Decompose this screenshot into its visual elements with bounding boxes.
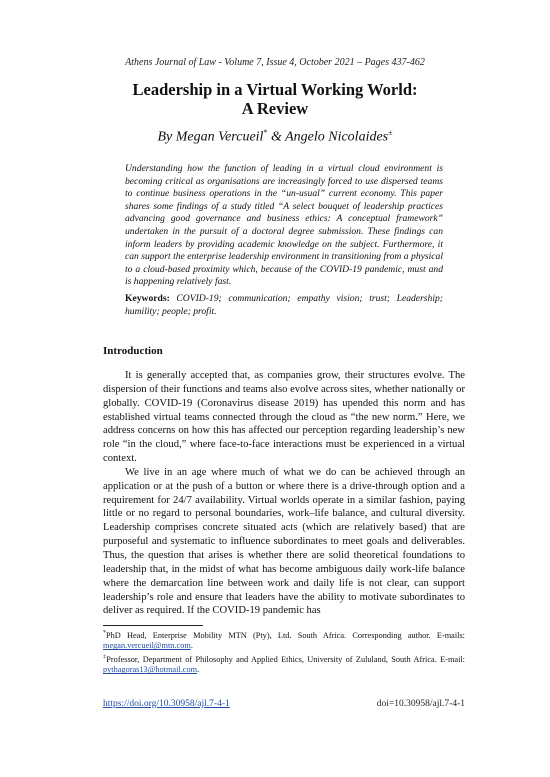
- author-1-footnote-mark: *: [263, 128, 268, 137]
- footnotes: [103, 628, 465, 676]
- email-link-author-1[interactable]: megan.vercueil@mtn.com: [103, 641, 191, 651]
- title-line-2: A Review: [241, 99, 309, 118]
- author-1: By Megan Vercueil: [157, 129, 264, 145]
- article-body: [103, 369, 465, 618]
- title-line-1: Leadership in a Virtual Working World:: [132, 80, 418, 99]
- keywords-list: COVID-19; communication; empathy vision; trust; Leadership; humility; people; profit.: [125, 293, 443, 317]
- footnote-2-end: .: [197, 665, 200, 675]
- footnote-1: [103, 628, 465, 652]
- section-heading-introduction: Introduction: [103, 345, 163, 357]
- running-head: Athens Journal of Law - Volume 7, Issue 4, October 2021 – Pages 437-462: [125, 57, 425, 68]
- keywords-label: Keywords:: [125, 293, 170, 304]
- footnote-divider: [103, 625, 203, 626]
- footnote-1-mark: *: [103, 630, 106, 636]
- keywords: [125, 293, 443, 318]
- abstract: Understanding how the function of leading in a virtual cloud environment is becoming critical as organisations are increasingly forced to use dispersed teams to continue business operations in the “un-usual” current economy. This paper shares some findings of a study titled “A select bouquet of leadership practices advancing good governance and business ethics: A conceptual framework” undertaken in the pursuit of a doctoral degree submission. These findings can inform leaders by providing academic knowledge on the subject. Furthermore, it can support the enterprise leadership environment in transitioning from a physical to a cloud-based proximity which, because of the COVID-19 pandemic, must and is happening relatively fast.: [125, 163, 443, 288]
- footnote-2: [103, 652, 465, 676]
- author-2-footnote-mark: ±: [388, 128, 393, 137]
- footnote-1-end: .: [190, 641, 193, 651]
- doi-link[interactable]: https://doi.org/10.30958/ajl.7-4-1: [103, 699, 230, 709]
- article-title: [0, 80, 550, 118]
- footnote-1-text: PhD Head, Enterprise Mobility MTN (Pty), Ltd. South Africa. Corresponding author. E-mails:: [106, 630, 465, 640]
- doi-text: doi=10.30958/ajl.7-4-1: [376, 699, 465, 709]
- author-2: & Angelo Nicolaides: [267, 129, 389, 145]
- footnote-2-mark: ±: [103, 653, 107, 660]
- body-paragraph: We live in an age where much of what we do can be achieved through an application or at the push of a button or where there is a drive-through option and a requirement for 24/7 availability. Virtual worlds operate in a similar fashion, paying little or no regard to personal boundaries, work–life balance, and cultural diversity. Leadership comprises concrete situated acts (which are relatively based) that are purposeful and systematic to influence subordinates to meet goals and deliverables. Thus, the question that arises is whether there are solid theoretical foundations to leadership that, in the midst of what has become ambiguous daily work-life balance where the demarcation line between work and daily life is not clear, can support leadership’s role and ensure that leaders have the ability to motivate subordinates to deliver as required. If the COVID-19 pandemic has: [103, 466, 465, 617]
- footnote-2-text: Professor, Department of Philosophy and Applied Ethics, University of Zululand, South Africa. E-mail:: [106, 654, 465, 664]
- body-paragraph: It is generally accepted that, as companies grow, their structures evolve. The dispersion of their functions and teams also evolve across sites, whether nationally or globally. COVID-19 (Coronavirus disease 2019) has upended this norm and has established virtual teams connected through the cloud as “the new norm.” Here, we address concerns on how this has affected our perception regarding leadership’s new role “in the cloud,” where face-to-face interactions must be experienced in a virtual context.: [103, 370, 465, 465]
- author-line: [0, 128, 550, 146]
- email-link-author-2[interactable]: pythagoras13@hotmail.com: [103, 665, 198, 675]
